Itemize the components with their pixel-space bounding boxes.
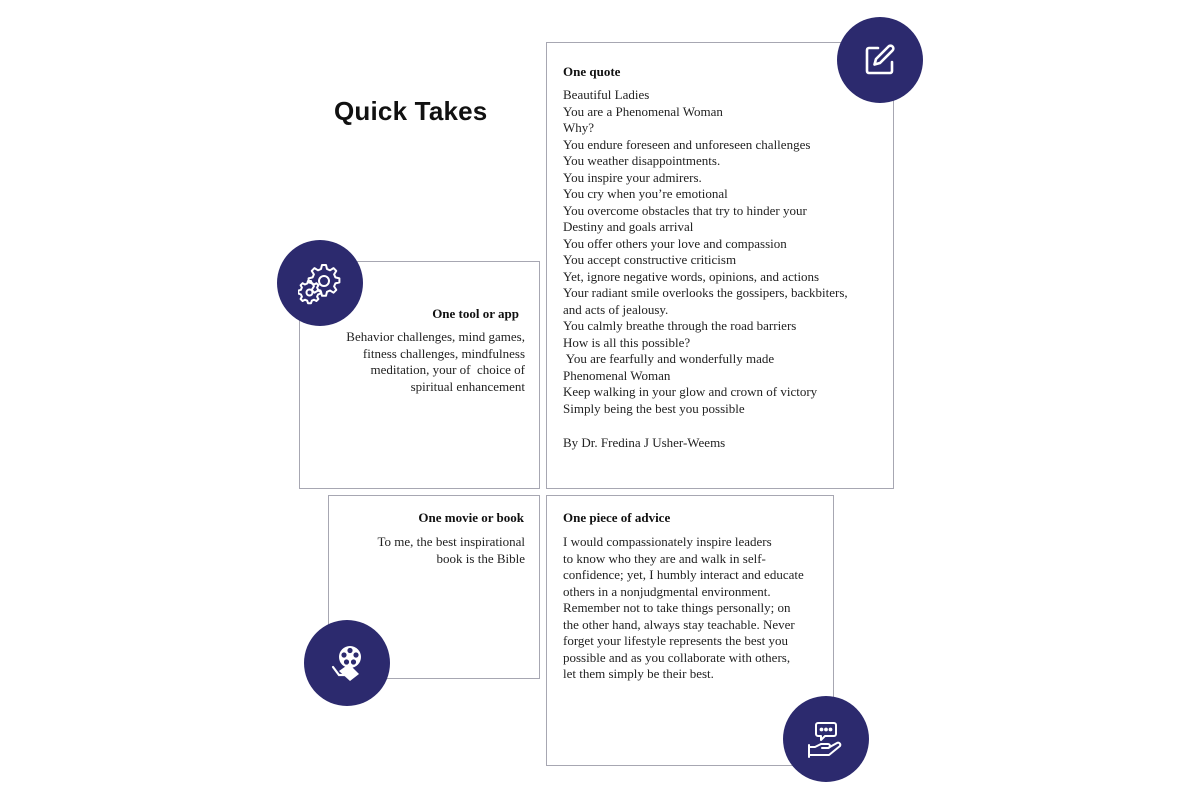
quote-line: You inspire your admirers. bbox=[563, 169, 702, 185]
movie-line: To me, the best inspirational bbox=[377, 534, 525, 549]
advice-line: to know who they are and walk in self- bbox=[563, 550, 766, 566]
tool-body bbox=[346, 329, 525, 395]
advice-line: others in a nonjudgmental environment. bbox=[563, 583, 771, 599]
quote-author: By Dr. Fredina J Usher-Weems bbox=[563, 435, 726, 450]
quote-card bbox=[546, 42, 894, 489]
tool-line: fitness challenges, mindfulness bbox=[362, 345, 525, 361]
quote-line: You accept constructive criticism bbox=[563, 252, 737, 267]
advice-line: forget your lifestyle represents the best you bbox=[563, 633, 789, 648]
quote-line: Phenomenal Woman bbox=[563, 367, 671, 383]
quote-line: Keep walking in your glow and crown of victory bbox=[563, 384, 818, 399]
quote-line: Why? bbox=[563, 120, 595, 135]
quote-line: You cry when you’re emotional bbox=[563, 186, 728, 201]
quote-line: Yet, ignore negative words, opinions, and actions bbox=[563, 268, 820, 284]
quote-line: You overcome obstacles that try to hinder your bbox=[563, 202, 807, 218]
page-title: Quick Takes bbox=[334, 96, 488, 126]
quote-line: You offer others your love and compassion bbox=[563, 235, 787, 251]
advice-line: let them simply be their best. bbox=[563, 666, 714, 681]
advice-line: I would compassionately inspire leaders bbox=[563, 534, 772, 549]
quote-line: Your radiant smile overlooks the gossipers, backbiters, bbox=[563, 285, 848, 300]
gears-icon bbox=[277, 240, 363, 326]
quote-body bbox=[563, 87, 848, 417]
quote-line: Destiny and goals arrival bbox=[563, 219, 694, 234]
advice-line: Remember not to take things personally; on bbox=[563, 600, 791, 615]
quote-line: You are fearfully and wonderfully made bbox=[563, 351, 775, 366]
movie-body bbox=[378, 534, 525, 567]
advice-line: the other hand, always stay teachable. Never bbox=[563, 616, 795, 632]
quote-line: You are a Phenomenal Woman bbox=[563, 103, 723, 119]
movie-heading: One movie or book bbox=[418, 510, 524, 525]
advice-line: confidence; yet, I humbly interact and educate bbox=[563, 567, 804, 582]
tool-line: spiritual enhancement bbox=[410, 378, 525, 394]
quote-line: Simply being the best you possible bbox=[563, 400, 745, 416]
quote-heading: One quote bbox=[563, 64, 621, 79]
advice-heading: One piece of advice bbox=[563, 510, 671, 525]
quote-line: and acts of jealousy. bbox=[563, 301, 669, 317]
hand-speech-bubble-icon bbox=[783, 696, 869, 782]
tool-line: Behavior challenges, mind games, bbox=[346, 329, 525, 344]
film-reel-icon bbox=[304, 620, 390, 706]
tool-line: meditation, your of choice of bbox=[370, 362, 525, 377]
edit-icon bbox=[837, 17, 923, 103]
quote-line: You endure foreseen and unforeseen challenges bbox=[563, 136, 811, 152]
advice-line: possible and as you collaborate with others, bbox=[563, 649, 791, 665]
quote-line: You calmly breathe through the road barriers bbox=[563, 318, 797, 333]
quote-line: You weather disappointments. bbox=[563, 153, 721, 168]
advice-body bbox=[563, 534, 804, 683]
quote-line: How is all this possible? bbox=[563, 334, 691, 350]
movie-line: book is the Bible bbox=[436, 550, 525, 566]
quote-line: Beautiful Ladies bbox=[563, 87, 650, 102]
tool-heading: One tool or app bbox=[432, 306, 519, 321]
